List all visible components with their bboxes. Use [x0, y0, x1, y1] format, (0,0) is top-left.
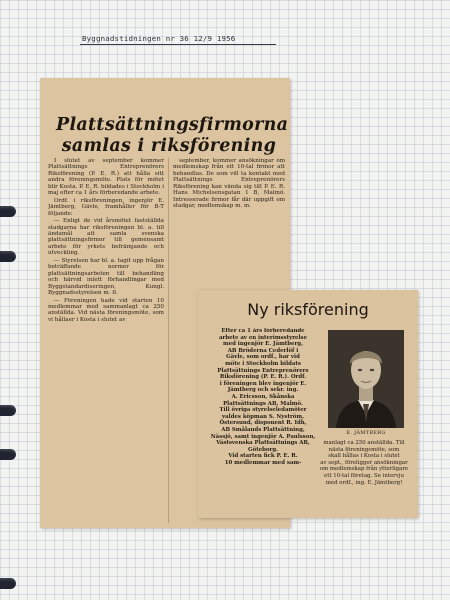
photo-caption: E. JÄMTBERG — [346, 430, 386, 436]
binder-ring — [0, 449, 16, 460]
newspaper-clipping-2 — [198, 290, 418, 518]
article-line: valdes köpman S. Nyström, — [222, 413, 304, 420]
typed-underline — [80, 44, 276, 45]
article-line: om medlemskap från ytterligare — [319, 466, 409, 473]
article-line: av sept., föreligger ansökningar — [320, 459, 408, 466]
article-line: Nässjö, samt ingenjör A. Paulsson, — [210, 433, 316, 440]
article-paragraph: — Enligt de vid årsmötet fastställda stadgarna har riksföreningen bl. a. till ändamål att samla svenska plattsättningsfirmor till gemensamt arbete för yrkets befrämjande och utveckling. — [48, 218, 164, 257]
article-line: Gävle, som ordf., har vid — [226, 354, 300, 361]
article-line: Östersund, disponent R. Idh, — [219, 420, 307, 427]
article-line: Efter ca 1 års förberedande — [221, 328, 305, 334]
clipping1-column-2 — [173, 158, 285, 232]
article-line: A. Ericsson, Skånska — [231, 393, 295, 400]
clipping1-headline — [56, 115, 289, 157]
typed-source-label: Byggnadstidningen nr 36 12/9 1956 — [82, 34, 236, 43]
article-line: Till övriga styrelseledamöter — [219, 407, 307, 414]
article-line: Västsvenska Plattsättnings AB, — [216, 440, 310, 447]
article-line: Plattsättnings Entreprenörers — [217, 367, 309, 374]
binder-ring — [0, 251, 16, 262]
article-line: skall hållas i Kosta i slutet — [328, 453, 400, 460]
article-line: Plattsättnings AB, Malmö. — [223, 400, 303, 407]
binder-ring — [0, 405, 16, 416]
portrait-image — [328, 330, 404, 428]
article-paragraph: Ordf. i riksföreningen, ingenjör E. Jämtberg, Gävle, framhåller för B-T följande: — [48, 197, 164, 217]
article-line: Riksförening (P. E. R.). Ordf. — [219, 374, 307, 381]
article-line: nästa föreningsmöte, som — [328, 446, 400, 453]
article-line: med ordf., ing. E. Jämtberg! — [325, 479, 403, 486]
portrait-photo — [328, 330, 404, 428]
article-line: arbete av en interimsstyrelse — [218, 334, 307, 341]
column-rule — [168, 158, 169, 523]
article-line: med ingenjör E. Jämtberg, — [223, 341, 303, 348]
article-paragraph: — Styrelsen har bl. a. tagit upp frågan beträffande normer för plattsättningsarbeten till behandling och härvid inlett förhandlingar med Byggstandardiseringen, Kungl. Byggnadsstyrelsen m. fl. — [48, 257, 164, 297]
clipping2-headline: Ny riksförening — [247, 300, 369, 319]
article-paragraph: I slutet av september kommer Plattsättnings Entreprenörers Riksförening (P. E. R.) att hålla sitt andra föreningsmöte. Plats för mötet blir Kosta. P. E. R. bildades i Stockholm i maj efter ca 1 års förberedande arbete. — [48, 158, 164, 197]
article-line: manlagt ca 250 anställda. Till — [323, 440, 405, 446]
article-line: 10 medlemmar med sam- — [224, 459, 302, 466]
clipping1-headline-line1: Plattsättningsfirmorna — [56, 115, 289, 135]
binder-ring — [0, 206, 16, 217]
article-paragraph: — Föreningen hade vid starten 10 medlemmar med sammanlagt ca 250 anställda. Vid nästa föreningsmöte, som vi hållaer i Kosta i slutet av — [48, 297, 164, 323]
article-line: Göteborg. — [248, 446, 278, 453]
article-line: AB Smålands Plattsättning, — [221, 426, 305, 433]
article-line: Jämtberg och sekr. ing. — [227, 387, 299, 394]
binder-ring — [0, 578, 16, 589]
article-line: i föreningen blev ingenjör E. — [219, 380, 307, 387]
article-paragraph: september, kommer ansökningar om medlemskap från ett 10-tal firmor att behandlas. De som vill ta kontakt med Plattsättnings Entreprenörers Riksförening kan vända sig till P. E. R. Hans Michelsensgatan 1 B, Malmö. Intresserade firmor får där uppgift om stadgar, medlemskap m. m. — [173, 158, 285, 210]
article-line: Vid starten fick P. E. R. — [228, 453, 298, 460]
clipping2-column-2 — [316, 440, 412, 510]
article-line: ett 10-tal företag. Se intervju — [324, 472, 404, 479]
clipping1-headline-line2: samlas i riksförening — [61, 136, 277, 156]
clipping1-column-1 — [48, 158, 164, 523]
article-line: möte i Stockholm bildats — [225, 360, 301, 367]
clipping2-lead-text — [204, 328, 322, 508]
article-line: AB Bröderna Cederlöf i — [227, 347, 299, 354]
